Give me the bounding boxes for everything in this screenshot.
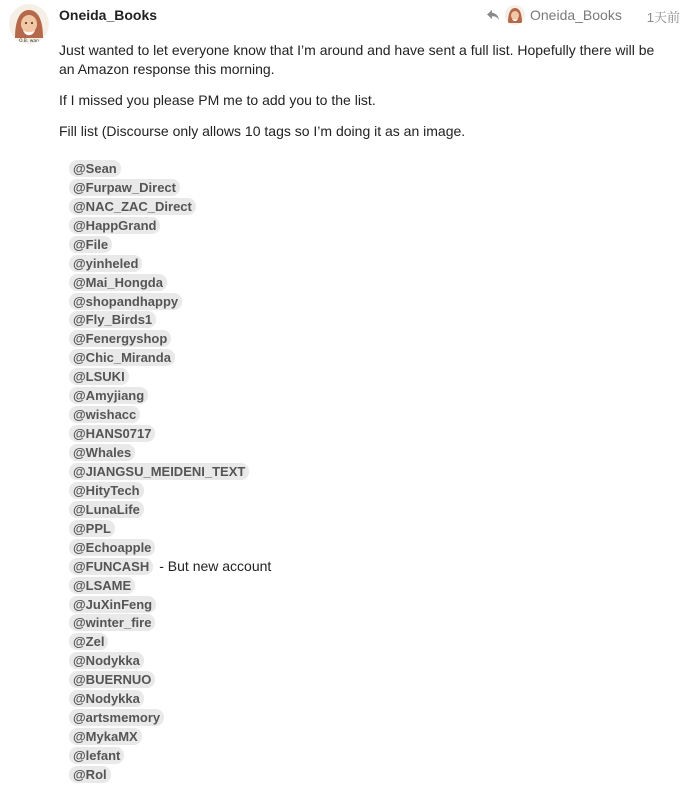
user-mention-link[interactable]: @lefant	[69, 747, 124, 764]
reply-to-tab[interactable]	[486, 4, 622, 26]
user-mention-link[interactable]: @LSAME	[69, 577, 135, 594]
mention-row	[69, 197, 671, 216]
mention-list	[59, 159, 671, 784]
post-username[interactable]: Oneida_Books	[59, 7, 158, 23]
post-body	[59, 41, 671, 784]
user-mention-link[interactable]: @HappGrand	[69, 217, 160, 234]
user-avatar[interactable]	[9, 4, 49, 44]
user-mention-link[interactable]: @File	[69, 236, 112, 253]
user-mention-link[interactable]: @BUERNUO	[69, 671, 155, 688]
mention-row	[69, 746, 671, 765]
mention-row	[69, 500, 671, 519]
user-mention-link[interactable]: @Fly_Birds1	[69, 311, 156, 328]
mention-row	[69, 405, 671, 424]
mention-row	[69, 443, 671, 462]
user-mention-link[interactable]: @shopandhappy	[69, 293, 182, 310]
avatar-caption: O.B. wan	[18, 39, 40, 44]
mention-row	[69, 386, 671, 405]
user-mention-link[interactable]: @Furpaw_Direct	[69, 179, 180, 196]
user-mention-link[interactable]: @Nodykka	[69, 690, 144, 707]
mention-note: - But new account	[159, 557, 272, 574]
user-mention-link[interactable]: @LunaLife	[69, 501, 144, 518]
user-mention-link[interactable]: @MykaMX	[69, 728, 142, 745]
user-mention-link[interactable]: @wishacc	[69, 406, 140, 423]
mention-row	[69, 216, 671, 235]
user-mention-link[interactable]: @Chic_Miranda	[69, 349, 175, 366]
mention-row	[69, 424, 671, 443]
mention-row	[69, 614, 671, 633]
user-mention-link[interactable]: @Fenergyshop	[69, 330, 171, 347]
mention-row	[69, 292, 671, 311]
user-mention-link[interactable]: @Whales	[69, 444, 135, 461]
user-mention-link[interactable]: @winter_fire	[69, 614, 155, 631]
mention-row	[69, 708, 671, 727]
user-mention-link[interactable]: @HityTech	[69, 482, 144, 499]
post-paragraph: Fill list (Discourse only allows 10 tags so I’m doing it as an image.	[59, 123, 466, 139]
user-mention-link[interactable]: @Nodykka	[69, 652, 144, 669]
mention-row	[69, 273, 671, 292]
user-mention-link[interactable]: @HANS0717	[69, 425, 155, 442]
mention-row	[69, 235, 671, 254]
user-mention-link[interactable]: @Sean	[69, 160, 121, 177]
avatar-portrait-icon	[9, 4, 49, 44]
mention-row	[69, 178, 671, 197]
user-mention-link[interactable]: @artsmemory	[69, 709, 164, 726]
mention-row	[69, 159, 671, 178]
user-mention-link[interactable]: @Amyjiang	[69, 387, 148, 404]
mention-row	[69, 329, 671, 348]
mention-row	[69, 462, 671, 481]
reply-to-avatar	[505, 5, 525, 25]
post-date[interactable]: 1天前	[646, 10, 680, 25]
user-mention-link[interactable]: @Rol	[69, 766, 111, 783]
post-paragraph: Just wanted to let everyone know that I’m around and have sent a full list. Hopefully there will be an Amazon response this morning.	[59, 42, 655, 77]
user-mention-link[interactable]: @JIANGSU_MEIDENI_TEXT	[69, 463, 249, 480]
mention-row	[69, 576, 671, 595]
mention-row	[69, 670, 671, 689]
mention-row	[69, 651, 671, 670]
reply-to-username: Oneida_Books	[530, 7, 622, 23]
mention-row	[69, 311, 671, 330]
mention-row	[69, 481, 671, 500]
mention-row	[69, 519, 671, 538]
mention-row	[69, 765, 671, 784]
mention-row	[69, 367, 671, 386]
mention-row	[69, 632, 671, 651]
reply-arrow-icon	[486, 8, 500, 22]
user-mention-link[interactable]: @NAC_ZAC_Direct	[69, 198, 196, 215]
user-mention-link[interactable]: @yinheled	[69, 255, 142, 272]
mention-row	[69, 538, 671, 557]
post-paragraph: If I missed you please PM me to add you to the list.	[59, 92, 376, 108]
user-mention-link[interactable]: @JuXinFeng	[69, 596, 156, 613]
mention-row	[69, 595, 671, 614]
user-mention-link[interactable]: @FUNCASH	[69, 558, 153, 575]
user-mention-link[interactable]: @Zel	[69, 633, 108, 650]
mention-row	[69, 348, 671, 367]
mention-row	[69, 254, 671, 273]
mention-row	[69, 689, 671, 708]
user-mention-link[interactable]: @Mai_Hongda	[69, 274, 167, 291]
user-mention-link[interactable]: @Echoapple	[69, 539, 155, 556]
user-mention-link[interactable]: @PPL	[69, 520, 115, 537]
user-mention-link[interactable]: @LSUKI	[69, 368, 129, 385]
mention-row	[69, 557, 671, 576]
mention-row	[69, 727, 671, 746]
